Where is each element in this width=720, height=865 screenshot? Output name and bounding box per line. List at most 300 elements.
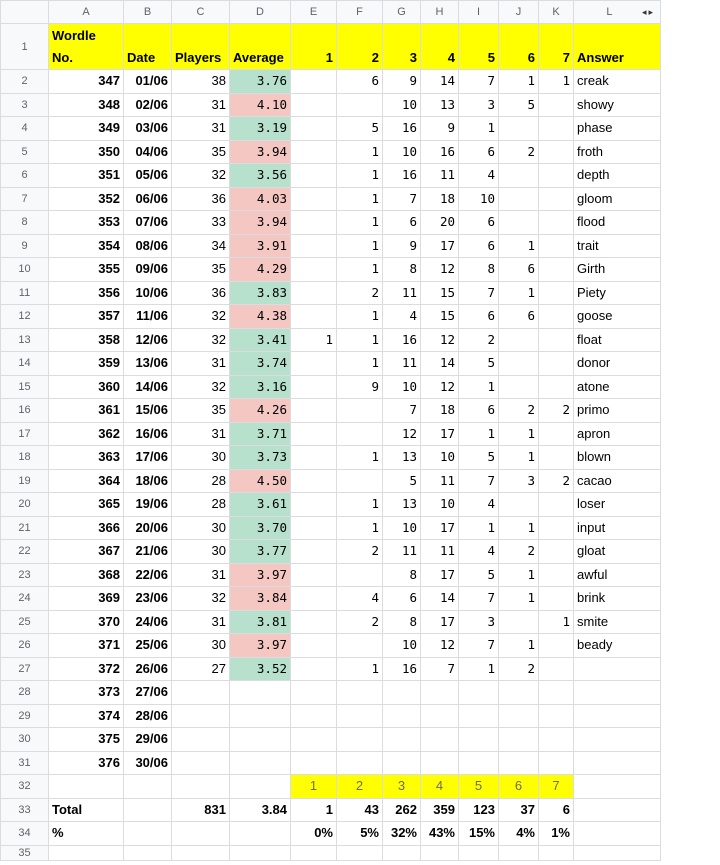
- empty-cell[interactable]: [172, 822, 230, 846]
- cell-guess-6[interactable]: 6: [499, 305, 539, 329]
- cell-guess-2[interactable]: 1: [337, 446, 383, 470]
- cell-guess-6[interactable]: 2: [499, 140, 539, 164]
- cell-guess-5[interactable]: 7: [459, 70, 499, 94]
- cell-guess-4[interactable]: 17: [421, 516, 459, 540]
- cell-average[interactable]: 4.50: [230, 469, 291, 493]
- cell-guess-3[interactable]: 12: [383, 422, 421, 446]
- cell-date[interactable]: 10/06: [124, 281, 172, 305]
- cell-answer[interactable]: flood: [574, 211, 661, 235]
- cell-wordle-no[interactable]: 347: [49, 70, 124, 94]
- cell-guess-6[interactable]: 6: [499, 258, 539, 282]
- empty-cell[interactable]: [124, 845, 172, 860]
- empty-cell[interactable]: [172, 845, 230, 860]
- cell-guess-7[interactable]: [539, 493, 574, 517]
- header-guess-3[interactable]: 3: [383, 24, 421, 70]
- row-number[interactable]: 8: [1, 211, 49, 235]
- cell-guess-3[interactable]: [383, 728, 421, 752]
- cell-guess-2[interactable]: 2: [337, 540, 383, 564]
- cell-players[interactable]: 31: [172, 563, 230, 587]
- cell-guess-3[interactable]: 10: [383, 140, 421, 164]
- cell-answer[interactable]: smite: [574, 610, 661, 634]
- cell-guess-2[interactable]: 1: [337, 493, 383, 517]
- cell-guess-7[interactable]: [539, 328, 574, 352]
- header-answer[interactable]: Answer: [574, 24, 661, 70]
- cell-date[interactable]: 04/06: [124, 140, 172, 164]
- cell-guess-6[interactable]: [499, 728, 539, 752]
- cell-answer[interactable]: depth: [574, 164, 661, 188]
- guess-label-3[interactable]: 3: [383, 775, 421, 799]
- cell-wordle-no[interactable]: 357: [49, 305, 124, 329]
- empty-cell[interactable]: [421, 845, 459, 860]
- cell-players[interactable]: 33: [172, 211, 230, 235]
- cell-wordle-no[interactable]: 376: [49, 751, 124, 775]
- cell-guess-7[interactable]: [539, 375, 574, 399]
- guess-label-4[interactable]: 4: [421, 775, 459, 799]
- cell-guess-4[interactable]: [421, 728, 459, 752]
- cell-wordle-no[interactable]: 367: [49, 540, 124, 564]
- totals-guess-6[interactable]: 37: [499, 798, 539, 822]
- cell-guess-5[interactable]: 6: [459, 211, 499, 235]
- cell-wordle-no[interactable]: 354: [49, 234, 124, 258]
- cell-guess-1[interactable]: [291, 140, 337, 164]
- row-number[interactable]: 35: [1, 845, 49, 860]
- cell-guess-3[interactable]: 16: [383, 657, 421, 681]
- cell-guess-1[interactable]: 1: [291, 328, 337, 352]
- column-header-e[interactable]: E: [291, 1, 337, 24]
- header-guess-7[interactable]: 7: [539, 24, 574, 70]
- cell-guess-3[interactable]: 6: [383, 211, 421, 235]
- cell-average[interactable]: [230, 704, 291, 728]
- cell-guess-3[interactable]: 16: [383, 164, 421, 188]
- cell-guess-5[interactable]: 1: [459, 117, 499, 141]
- cell-players[interactable]: 35: [172, 399, 230, 423]
- cell-guess-2[interactable]: [337, 728, 383, 752]
- cell-answer[interactable]: creak: [574, 70, 661, 94]
- cell-answer[interactable]: gloom: [574, 187, 661, 211]
- cell-guess-4[interactable]: 14: [421, 587, 459, 611]
- cell-guess-7[interactable]: 2: [539, 469, 574, 493]
- cell-players[interactable]: 31: [172, 352, 230, 376]
- cell-date[interactable]: 11/06: [124, 305, 172, 329]
- cell-guess-1[interactable]: [291, 399, 337, 423]
- row-number[interactable]: 6: [1, 164, 49, 188]
- cell-average[interactable]: 4.29: [230, 258, 291, 282]
- totals-players[interactable]: 831: [172, 798, 230, 822]
- cell-guess-7[interactable]: [539, 422, 574, 446]
- cell-guess-6[interactable]: [499, 493, 539, 517]
- cell-date[interactable]: 09/06: [124, 258, 172, 282]
- cell-guess-7[interactable]: [539, 140, 574, 164]
- cell-guess-6[interactable]: 2: [499, 540, 539, 564]
- cell-guess-1[interactable]: [291, 516, 337, 540]
- column-header-i[interactable]: I: [459, 1, 499, 24]
- cell-guess-7[interactable]: [539, 728, 574, 752]
- cell-guess-7[interactable]: [539, 281, 574, 305]
- cell-guess-1[interactable]: [291, 493, 337, 517]
- cell-guess-6[interactable]: 5: [499, 93, 539, 117]
- cell-guess-2[interactable]: 2: [337, 281, 383, 305]
- totals-guess-4[interactable]: 359: [421, 798, 459, 822]
- cell-wordle-no[interactable]: 365: [49, 493, 124, 517]
- cell-average[interactable]: 3.94: [230, 211, 291, 235]
- cell-guess-1[interactable]: [291, 93, 337, 117]
- cell-guess-2[interactable]: 1: [337, 352, 383, 376]
- percent-guess-6[interactable]: 4%: [499, 822, 539, 846]
- cell-wordle-no[interactable]: 373: [49, 681, 124, 705]
- empty-cell[interactable]: [124, 798, 172, 822]
- cell-date[interactable]: 06/06: [124, 187, 172, 211]
- cell-wordle-no[interactable]: 360: [49, 375, 124, 399]
- cell-date[interactable]: 29/06: [124, 728, 172, 752]
- row-number[interactable]: 27: [1, 657, 49, 681]
- cell-guess-1[interactable]: [291, 469, 337, 493]
- cell-guess-4[interactable]: 11: [421, 164, 459, 188]
- cell-wordle-no[interactable]: 356: [49, 281, 124, 305]
- header-guess-6[interactable]: 6: [499, 24, 539, 70]
- cell-date[interactable]: 07/06: [124, 211, 172, 235]
- cell-average[interactable]: 4.10: [230, 93, 291, 117]
- cell-guess-1[interactable]: [291, 704, 337, 728]
- empty-cell[interactable]: [539, 845, 574, 860]
- cell-guess-3[interactable]: 11: [383, 540, 421, 564]
- cell-guess-6[interactable]: [499, 681, 539, 705]
- cell-guess-3[interactable]: 10: [383, 516, 421, 540]
- header-guess-1[interactable]: 1: [291, 24, 337, 70]
- cell-average[interactable]: 3.56: [230, 164, 291, 188]
- empty-cell[interactable]: [499, 845, 539, 860]
- cell-date[interactable]: 12/06: [124, 328, 172, 352]
- cell-average[interactable]: 3.19: [230, 117, 291, 141]
- totals-label[interactable]: Total: [49, 798, 124, 822]
- percent-label[interactable]: %: [49, 822, 124, 846]
- cell-guess-3[interactable]: [383, 704, 421, 728]
- cell-guess-3[interactable]: 13: [383, 446, 421, 470]
- cell-guess-1[interactable]: [291, 751, 337, 775]
- cell-date[interactable]: 01/06: [124, 70, 172, 94]
- cell-guess-6[interactable]: [499, 187, 539, 211]
- cell-answer[interactable]: [574, 751, 661, 775]
- cell-wordle-no[interactable]: 361: [49, 399, 124, 423]
- cell-wordle-no[interactable]: 348: [49, 93, 124, 117]
- guess-label-6[interactable]: 6: [499, 775, 539, 799]
- cell-guess-5[interactable]: 1: [459, 657, 499, 681]
- cell-guess-6[interactable]: 1: [499, 234, 539, 258]
- cell-average[interactable]: 4.38: [230, 305, 291, 329]
- cell-guess-1[interactable]: [291, 187, 337, 211]
- row-number[interactable]: 11: [1, 281, 49, 305]
- cell-guess-5[interactable]: 4: [459, 540, 499, 564]
- cell-guess-4[interactable]: 17: [421, 234, 459, 258]
- cell-answer[interactable]: [574, 657, 661, 681]
- cell-average[interactable]: 3.84: [230, 587, 291, 611]
- cell-wordle-no[interactable]: 371: [49, 634, 124, 658]
- header-players[interactable]: Players: [172, 24, 230, 70]
- header-guess-2[interactable]: 2: [337, 24, 383, 70]
- cell-guess-5[interactable]: 10: [459, 187, 499, 211]
- cell-guess-5[interactable]: 6: [459, 399, 499, 423]
- totals-average[interactable]: 3.84: [230, 798, 291, 822]
- cell-date[interactable]: 23/06: [124, 587, 172, 611]
- empty-cell[interactable]: [459, 845, 499, 860]
- column-header-f[interactable]: F: [337, 1, 383, 24]
- header-guess-4[interactable]: 4: [421, 24, 459, 70]
- guess-label-1[interactable]: 1: [291, 775, 337, 799]
- cell-guess-5[interactable]: 1: [459, 375, 499, 399]
- cell-wordle-no[interactable]: 358: [49, 328, 124, 352]
- cell-wordle-no[interactable]: 374: [49, 704, 124, 728]
- cell-guess-6[interactable]: 1: [499, 281, 539, 305]
- column-header-j[interactable]: J: [499, 1, 539, 24]
- cell-date[interactable]: 08/06: [124, 234, 172, 258]
- totals-guess-5[interactable]: 123: [459, 798, 499, 822]
- cell-date[interactable]: 26/06: [124, 657, 172, 681]
- cell-players[interactable]: [172, 704, 230, 728]
- cell-guess-3[interactable]: [383, 751, 421, 775]
- cell-answer[interactable]: froth: [574, 140, 661, 164]
- cell-wordle-no[interactable]: 372: [49, 657, 124, 681]
- cell-guess-7[interactable]: [539, 117, 574, 141]
- cell-guess-5[interactable]: 1: [459, 516, 499, 540]
- cell-guess-7[interactable]: [539, 164, 574, 188]
- cell-guess-5[interactable]: [459, 751, 499, 775]
- cell-guess-7[interactable]: [539, 234, 574, 258]
- cell-date[interactable]: 13/06: [124, 352, 172, 376]
- cell-answer[interactable]: beady: [574, 634, 661, 658]
- cell-average[interactable]: 3.61: [230, 493, 291, 517]
- row-number[interactable]: 19: [1, 469, 49, 493]
- cell-guess-6[interactable]: [499, 751, 539, 775]
- cell-answer[interactable]: gloat: [574, 540, 661, 564]
- percent-guess-7[interactable]: 1%: [539, 822, 574, 846]
- cell-guess-6[interactable]: 1: [499, 563, 539, 587]
- cell-guess-1[interactable]: [291, 610, 337, 634]
- empty-cell[interactable]: [337, 845, 383, 860]
- row-number[interactable]: 15: [1, 375, 49, 399]
- cell-guess-5[interactable]: [459, 681, 499, 705]
- cell-average[interactable]: [230, 681, 291, 705]
- cell-answer[interactable]: atone: [574, 375, 661, 399]
- cell-guess-1[interactable]: [291, 352, 337, 376]
- empty-cell[interactable]: [291, 845, 337, 860]
- cell-guess-7[interactable]: [539, 187, 574, 211]
- cell-date[interactable]: 21/06: [124, 540, 172, 564]
- cell-guess-6[interactable]: 1: [499, 446, 539, 470]
- cell-players[interactable]: 30: [172, 516, 230, 540]
- cell-guess-5[interactable]: 6: [459, 140, 499, 164]
- cell-guess-2[interactable]: [337, 469, 383, 493]
- cell-average[interactable]: 3.73: [230, 446, 291, 470]
- cell-guess-4[interactable]: [421, 751, 459, 775]
- cell-wordle-no[interactable]: 351: [49, 164, 124, 188]
- cell-guess-1[interactable]: [291, 634, 337, 658]
- cell-guess-3[interactable]: [383, 681, 421, 705]
- cell-guess-5[interactable]: 6: [459, 234, 499, 258]
- cell-guess-1[interactable]: [291, 587, 337, 611]
- cell-average[interactable]: 3.16: [230, 375, 291, 399]
- cell-average[interactable]: 3.91: [230, 234, 291, 258]
- cell-guess-2[interactable]: [337, 634, 383, 658]
- row-number[interactable]: 10: [1, 258, 49, 282]
- cell-answer[interactable]: phase: [574, 117, 661, 141]
- column-header-d[interactable]: D: [230, 1, 291, 24]
- cell-players[interactable]: 32: [172, 305, 230, 329]
- percent-guess-5[interactable]: 15%: [459, 822, 499, 846]
- cell-players[interactable]: 34: [172, 234, 230, 258]
- cell-guess-7[interactable]: [539, 634, 574, 658]
- column-header-c[interactable]: C: [172, 1, 230, 24]
- cell-guess-2[interactable]: 1: [337, 140, 383, 164]
- cell-date[interactable]: 16/06: [124, 422, 172, 446]
- cell-date[interactable]: 05/06: [124, 164, 172, 188]
- cell-players[interactable]: 28: [172, 469, 230, 493]
- cell-guess-6[interactable]: 1: [499, 422, 539, 446]
- cell-average[interactable]: 3.76: [230, 70, 291, 94]
- cell-guess-6[interactable]: 1: [499, 70, 539, 94]
- cell-guess-6[interactable]: 2: [499, 399, 539, 423]
- cell-guess-3[interactable]: 10: [383, 375, 421, 399]
- cell-guess-4[interactable]: 11: [421, 540, 459, 564]
- cell-guess-6[interactable]: [499, 352, 539, 376]
- cell-guess-2[interactable]: 1: [337, 516, 383, 540]
- cell-date[interactable]: 14/06: [124, 375, 172, 399]
- cell-guess-5[interactable]: 1: [459, 422, 499, 446]
- cell-guess-5[interactable]: 5: [459, 352, 499, 376]
- cell-average[interactable]: 3.77: [230, 540, 291, 564]
- cell-answer[interactable]: [574, 728, 661, 752]
- cell-guess-3[interactable]: 16: [383, 117, 421, 141]
- cell-average[interactable]: 3.83: [230, 281, 291, 305]
- cell-players[interactable]: 35: [172, 140, 230, 164]
- cell-average[interactable]: 3.74: [230, 352, 291, 376]
- cell-average[interactable]: 3.70: [230, 516, 291, 540]
- cell-guess-2[interactable]: [337, 422, 383, 446]
- cell-guess-7[interactable]: [539, 563, 574, 587]
- cell-wordle-no[interactable]: 375: [49, 728, 124, 752]
- cell-guess-3[interactable]: 5: [383, 469, 421, 493]
- column-header-a[interactable]: A: [49, 1, 124, 24]
- cell-average[interactable]: 3.52: [230, 657, 291, 681]
- cell-guess-3[interactable]: 6: [383, 587, 421, 611]
- cell-wordle-no[interactable]: 369: [49, 587, 124, 611]
- cell-guess-4[interactable]: [421, 681, 459, 705]
- cell-guess-2[interactable]: 1: [337, 305, 383, 329]
- cell-guess-7[interactable]: [539, 657, 574, 681]
- cell-players[interactable]: 31: [172, 610, 230, 634]
- totals-guess-3[interactable]: 262: [383, 798, 421, 822]
- cell-guess-5[interactable]: 4: [459, 164, 499, 188]
- cell-guess-1[interactable]: [291, 234, 337, 258]
- cell-guess-6[interactable]: 1: [499, 634, 539, 658]
- cell-guess-1[interactable]: [291, 281, 337, 305]
- cell-guess-7[interactable]: [539, 516, 574, 540]
- cell-guess-4[interactable]: 18: [421, 399, 459, 423]
- cell-guess-1[interactable]: [291, 657, 337, 681]
- cell-guess-1[interactable]: [291, 540, 337, 564]
- empty-cell[interactable]: [230, 775, 291, 799]
- cell-players[interactable]: 27: [172, 657, 230, 681]
- cell-guess-2[interactable]: 1: [337, 328, 383, 352]
- cell-guess-4[interactable]: [421, 704, 459, 728]
- cell-guess-5[interactable]: 7: [459, 634, 499, 658]
- header-average[interactable]: Average: [230, 24, 291, 70]
- cell-guess-4[interactable]: 12: [421, 375, 459, 399]
- row-number[interactable]: 34: [1, 822, 49, 846]
- cell-players[interactable]: 30: [172, 446, 230, 470]
- row-number[interactable]: 32: [1, 775, 49, 799]
- cell-guess-2[interactable]: 5: [337, 117, 383, 141]
- cell-wordle-no[interactable]: 359: [49, 352, 124, 376]
- cell-guess-2[interactable]: [337, 681, 383, 705]
- cell-guess-6[interactable]: [499, 610, 539, 634]
- row-number[interactable]: 24: [1, 587, 49, 611]
- cell-wordle-no[interactable]: 350: [49, 140, 124, 164]
- cell-date[interactable]: 27/06: [124, 681, 172, 705]
- row-number[interactable]: 16: [1, 399, 49, 423]
- cell-players[interactable]: 38: [172, 70, 230, 94]
- cell-guess-1[interactable]: [291, 70, 337, 94]
- cell-players[interactable]: 31: [172, 93, 230, 117]
- row-number[interactable]: 17: [1, 422, 49, 446]
- cell-guess-2[interactable]: 4: [337, 587, 383, 611]
- cell-average[interactable]: 4.26: [230, 399, 291, 423]
- column-header-g[interactable]: G: [383, 1, 421, 24]
- cell-guess-3[interactable]: 10: [383, 634, 421, 658]
- cell-answer[interactable]: awful: [574, 563, 661, 587]
- cell-date[interactable]: 02/06: [124, 93, 172, 117]
- cell-guess-3[interactable]: 7: [383, 399, 421, 423]
- row-number[interactable]: 18: [1, 446, 49, 470]
- cell-guess-1[interactable]: [291, 422, 337, 446]
- empty-cell[interactable]: [124, 822, 172, 846]
- cell-guess-2[interactable]: [337, 399, 383, 423]
- cell-guess-4[interactable]: 11: [421, 469, 459, 493]
- cell-guess-1[interactable]: [291, 375, 337, 399]
- cell-guess-5[interactable]: 4: [459, 493, 499, 517]
- cell-players[interactable]: 32: [172, 587, 230, 611]
- row-number[interactable]: 9: [1, 234, 49, 258]
- cell-guess-2[interactable]: 1: [337, 164, 383, 188]
- cell-guess-3[interactable]: 8: [383, 610, 421, 634]
- cell-guess-7[interactable]: 2: [539, 399, 574, 423]
- cell-guess-1[interactable]: [291, 728, 337, 752]
- guess-label-2[interactable]: 2: [337, 775, 383, 799]
- cell-date[interactable]: 25/06: [124, 634, 172, 658]
- cell-wordle-no[interactable]: 355: [49, 258, 124, 282]
- row-number[interactable]: 33: [1, 798, 49, 822]
- percent-guess-3[interactable]: 32%: [383, 822, 421, 846]
- row-number[interactable]: 23: [1, 563, 49, 587]
- cell-guess-6[interactable]: 1: [499, 587, 539, 611]
- cell-players[interactable]: 32: [172, 328, 230, 352]
- empty-cell[interactable]: [574, 798, 661, 822]
- cell-date[interactable]: 19/06: [124, 493, 172, 517]
- cell-guess-4[interactable]: 12: [421, 634, 459, 658]
- cell-guess-2[interactable]: [337, 93, 383, 117]
- cell-date[interactable]: 22/06: [124, 563, 172, 587]
- cell-guess-1[interactable]: [291, 258, 337, 282]
- cell-answer[interactable]: brink: [574, 587, 661, 611]
- cell-guess-7[interactable]: [539, 587, 574, 611]
- cell-players[interactable]: [172, 751, 230, 775]
- cell-guess-3[interactable]: 16: [383, 328, 421, 352]
- cell-answer[interactable]: [574, 704, 661, 728]
- cell-average[interactable]: 3.71: [230, 422, 291, 446]
- percent-guess-1[interactable]: 0%: [291, 822, 337, 846]
- cell-average[interactable]: 3.97: [230, 563, 291, 587]
- empty-cell[interactable]: [49, 845, 124, 860]
- empty-cell[interactable]: [230, 822, 291, 846]
- cell-answer[interactable]: loser: [574, 493, 661, 517]
